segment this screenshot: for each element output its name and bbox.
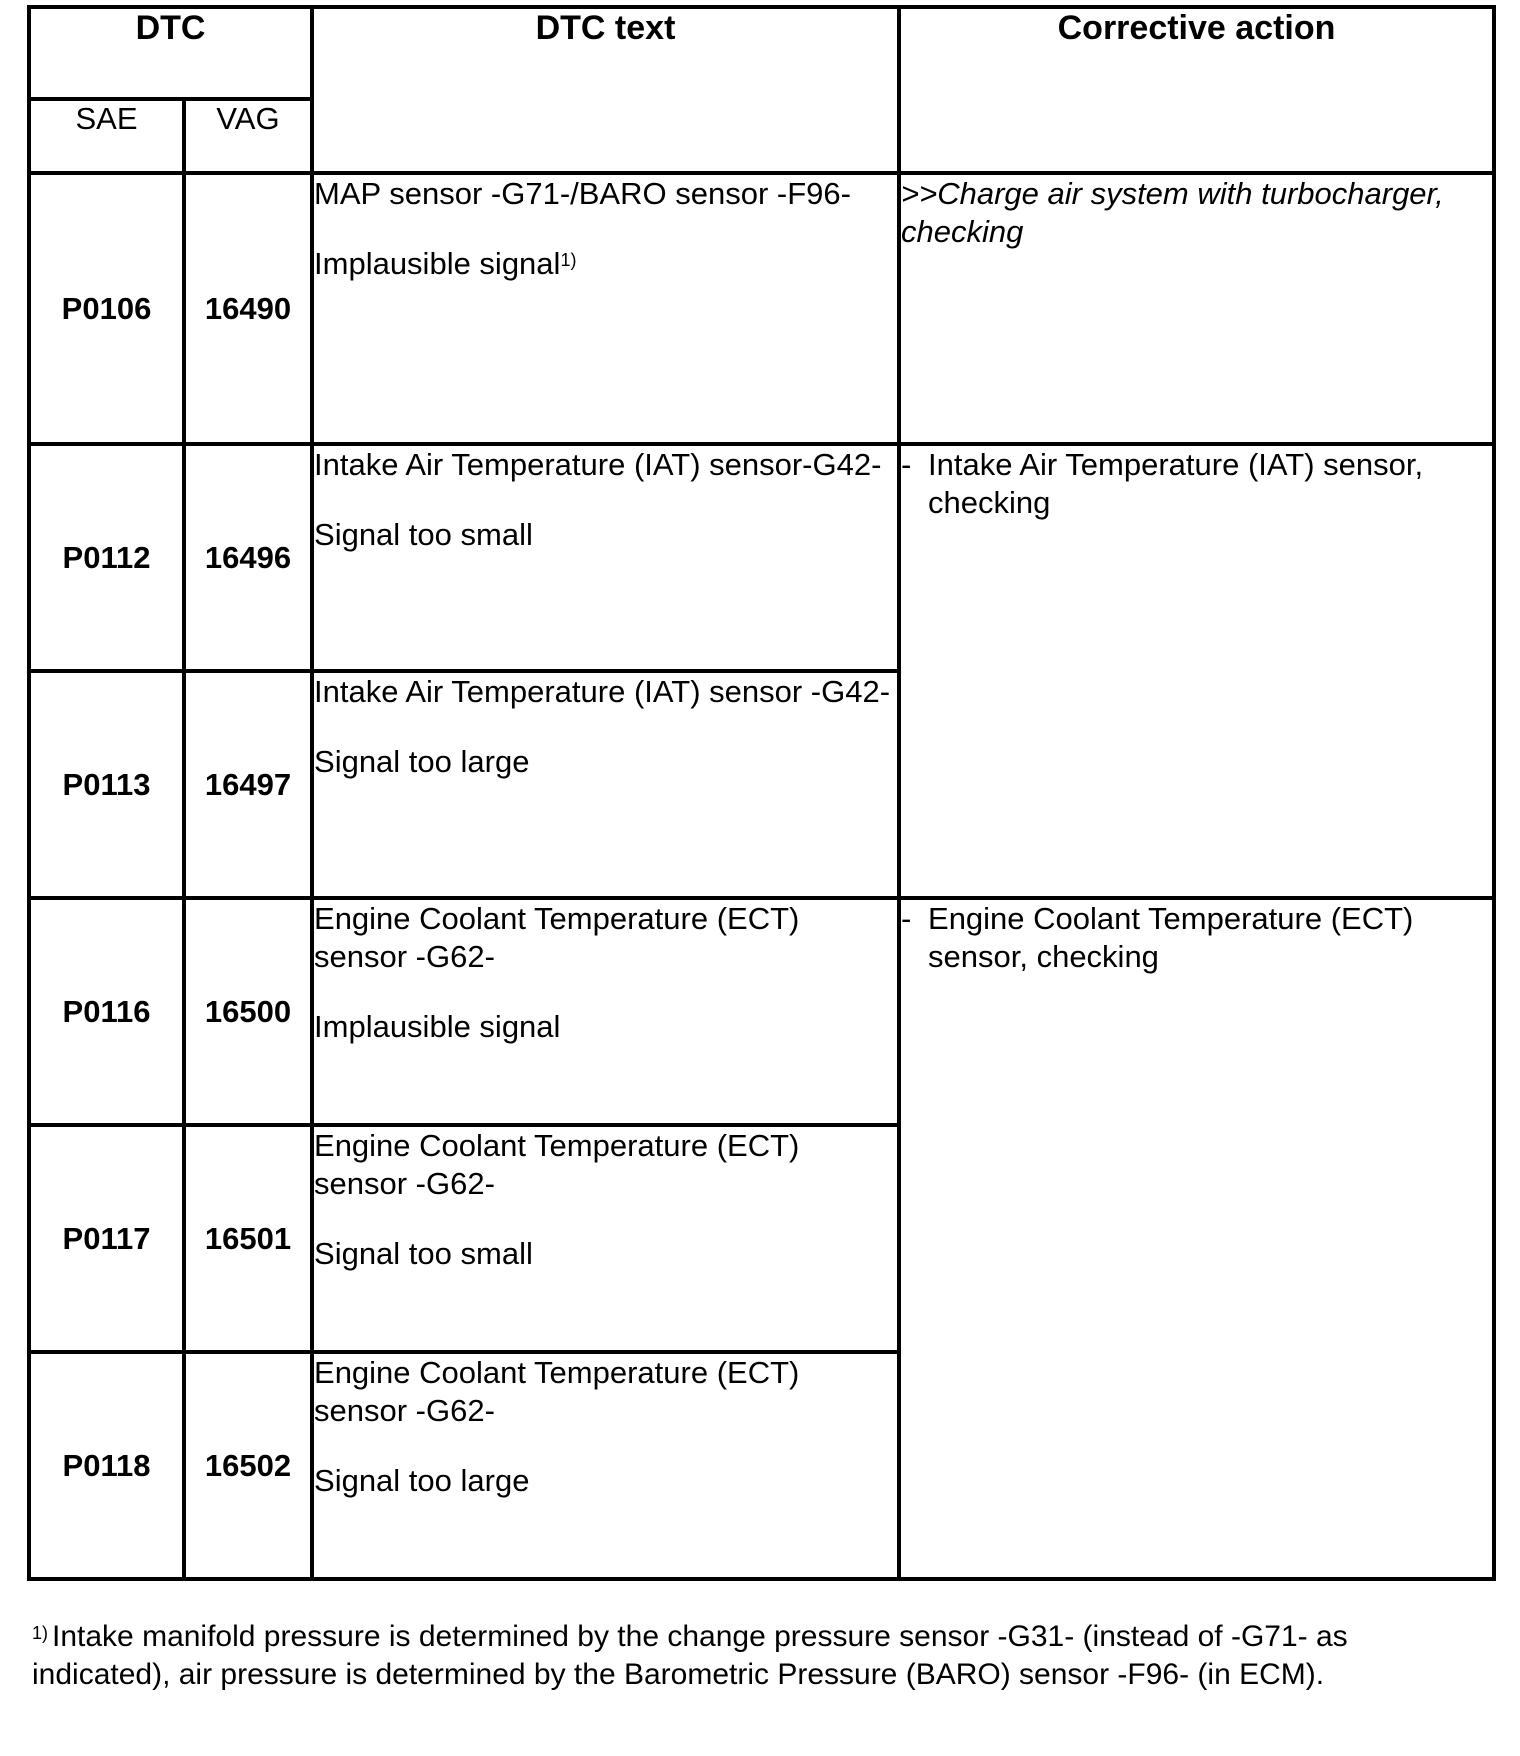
dtc-name: MAP sensor -G71-/BARO sensor -F96- (314, 176, 851, 211)
dtc-condition: Signal too small (314, 1236, 533, 1271)
sae-header: SAE (29, 99, 184, 173)
footnote-text: Intake manifold pressure is determined by the change pressure sensor -G31- (instead of -G71- as indicated), air pressure is determined by the Barometric Pressure (BARO) sensor -F96- (in ECM). (32, 1620, 1348, 1691)
dtc-text-cell (312, 1125, 899, 1352)
dtc-table (27, 5, 1496, 1581)
dtc-condition: Signal too large (314, 1463, 530, 1498)
header-row (29, 7, 1494, 99)
dtc-text-cell (312, 444, 899, 671)
list-dash: - (901, 901, 912, 936)
dtc-header: DTC (29, 7, 312, 99)
ect-sensor-check-text: Engine Coolant Temperature (ECT) sensor, checking (928, 901, 1414, 974)
vag-header: VAG (184, 99, 312, 173)
vag-code: 16500 (184, 898, 312, 1125)
table-row (29, 444, 1494, 671)
vag-code: 16497 (184, 671, 312, 898)
list-dash: - (901, 447, 912, 482)
sae-code: P0117 (29, 1125, 184, 1352)
corrective-action-header: Corrective action (899, 7, 1494, 173)
dtc-text-cell (312, 173, 899, 444)
sae-code: P0106 (29, 173, 184, 444)
dtc-name: Engine Coolant Temperature (ECT) sensor -G62- (314, 901, 800, 974)
vag-code: 16502 (184, 1352, 312, 1579)
charge-air-system-link[interactable]: >>Charge air system with turbocharger, checking (901, 176, 1444, 249)
vag-code: 16501 (184, 1125, 312, 1352)
dtc-text-cell (312, 671, 899, 898)
dtc-text-cell (312, 1352, 899, 1579)
dtc-name: Engine Coolant Temperature (ECT) sensor -G62- (314, 1128, 800, 1201)
dtc-name: Intake Air Temperature (IAT) sensor -G42- (314, 674, 891, 709)
dtc-condition: Implausible signal (314, 1009, 561, 1044)
corrective-action-cell (899, 898, 1494, 1579)
vag-code: 16496 (184, 444, 312, 671)
vag-code: 16490 (184, 173, 312, 444)
corrective-action-cell (899, 173, 1494, 444)
table-row (29, 898, 1494, 1125)
dtc-text-header: DTC text (312, 7, 899, 173)
action-item (901, 446, 1492, 522)
sae-code: P0116 (29, 898, 184, 1125)
sae-code: P0118 (29, 1352, 184, 1579)
sae-code: P0112 (29, 444, 184, 671)
footnote-reference: 1) (560, 250, 577, 270)
dtc-condition-text: Implausible signal (314, 246, 561, 281)
dtc-condition (314, 245, 897, 283)
dtc-name: Engine Coolant Temperature (ECT) sensor -G62- (314, 1355, 800, 1428)
sae-code: P0113 (29, 671, 184, 898)
dtc-condition: Signal too large (314, 744, 530, 779)
dtc-text-cell (312, 898, 899, 1125)
dtc-name: Intake Air Temperature (IAT) sensor-G42- (314, 447, 882, 482)
corrective-action-cell (899, 444, 1494, 898)
footnote-mark: 1) (32, 1623, 49, 1643)
table-row (29, 173, 1494, 444)
footnote (32, 1618, 1362, 1694)
iat-sensor-check-text: Intake Air Temperature (IAT) sensor, checking (928, 447, 1424, 520)
action-item (901, 900, 1492, 976)
dtc-condition: Signal too small (314, 517, 533, 552)
